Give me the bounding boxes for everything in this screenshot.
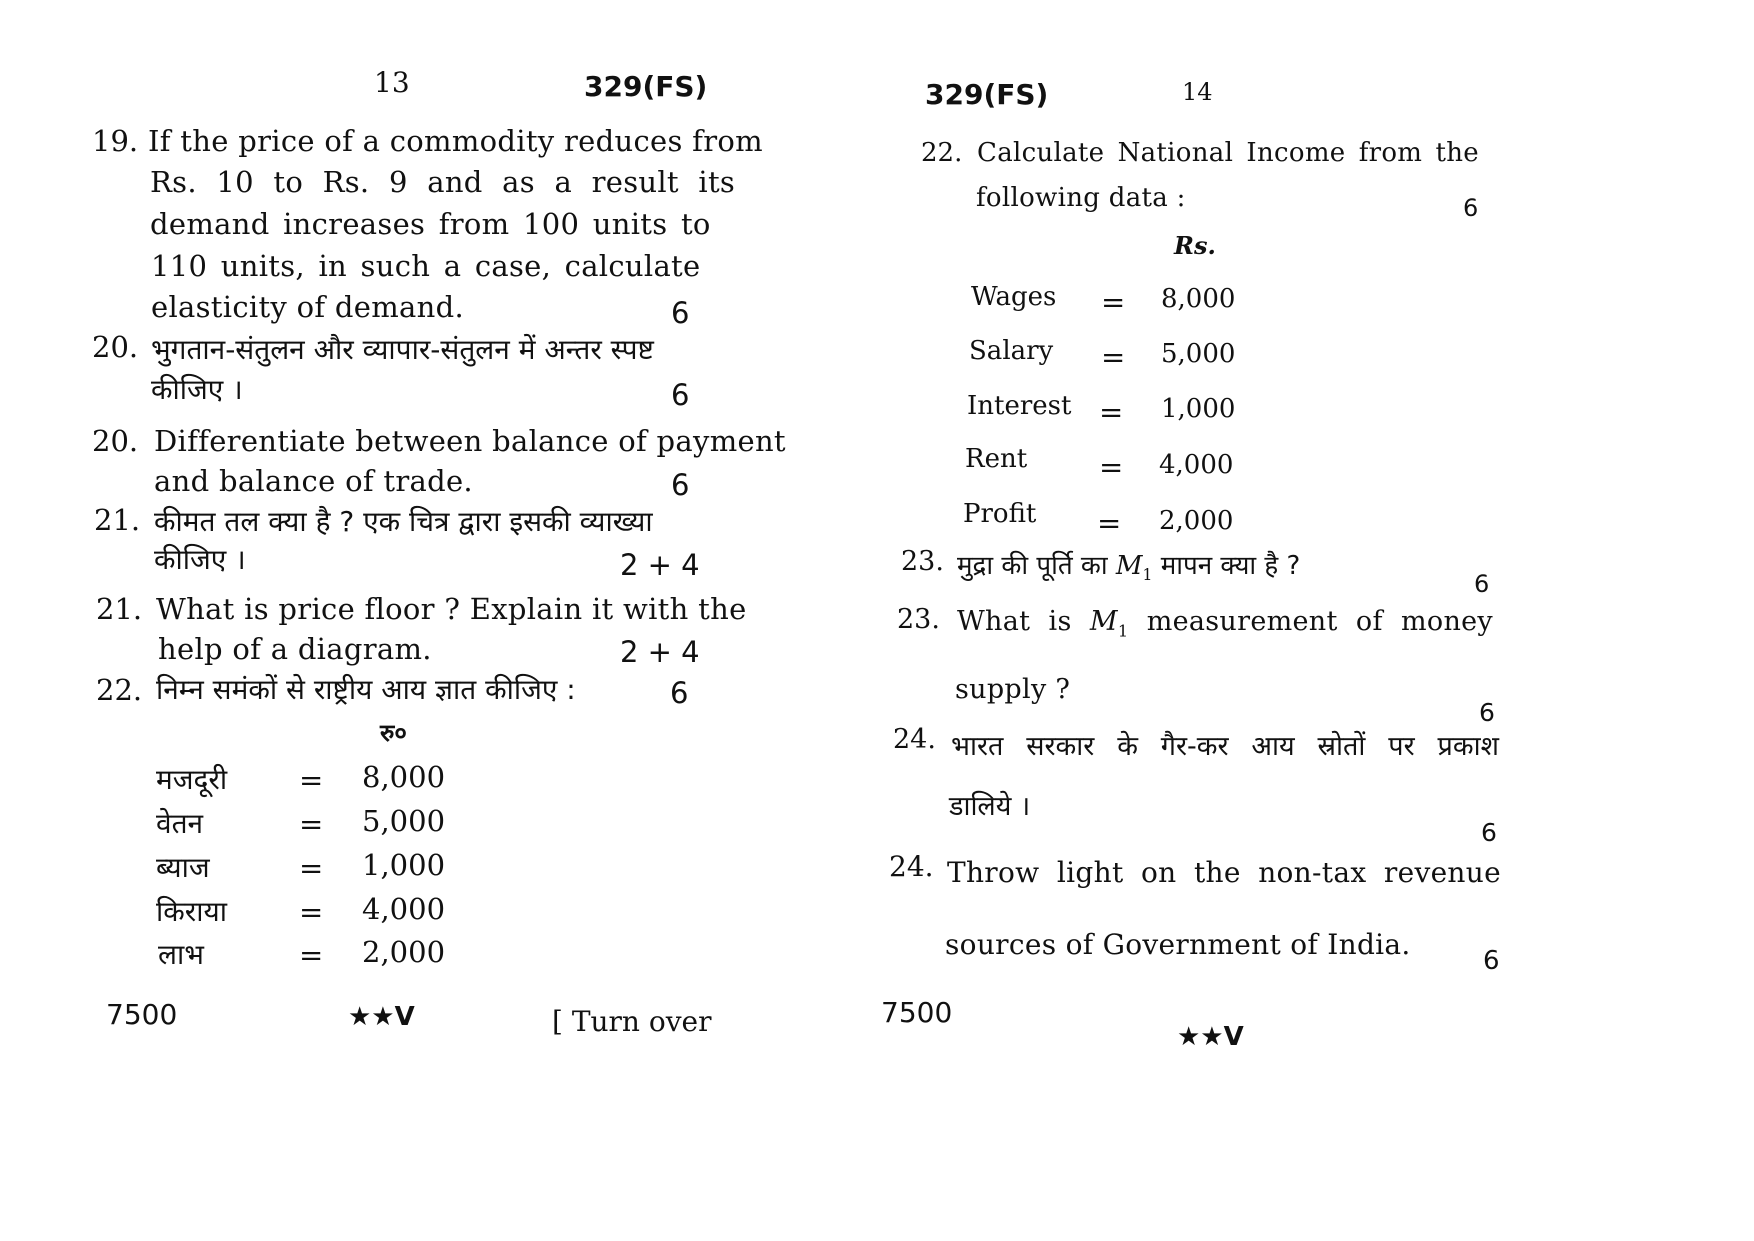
unit-label: Rs. xyxy=(1174,231,1216,260)
row-equals: = xyxy=(1101,340,1126,374)
copy-count: 7500 xyxy=(106,998,178,1031)
question-number: 20. xyxy=(92,424,139,458)
question-line: elasticity of demand. xyxy=(151,290,464,324)
row-label: वेतन xyxy=(156,807,204,840)
row-equals: = xyxy=(299,895,324,929)
row-value: 4,000 xyxy=(1159,450,1234,480)
question-line: following data : xyxy=(976,183,1186,213)
question-line: help of a diagram. xyxy=(158,632,432,666)
question-line: supply ? xyxy=(955,674,1071,705)
page-number: 14 xyxy=(1182,78,1213,106)
question-line: कीजिए । xyxy=(151,373,243,406)
question-line: 110 units, in such a case, calculate xyxy=(151,249,701,283)
question-number: 23. xyxy=(897,604,940,635)
question-line: Throw light on the non-tax revenue xyxy=(947,856,1501,889)
stars-mark: ★★V xyxy=(348,1002,415,1032)
row-equals: = xyxy=(299,807,324,841)
row-value: 2,000 xyxy=(362,935,446,969)
question-number: 19. xyxy=(92,124,139,158)
question-number: 24. xyxy=(889,850,934,883)
marks: 6 xyxy=(1481,818,1497,847)
row-label: Interest xyxy=(967,391,1072,421)
page-number: 13 xyxy=(374,66,410,99)
question-line: डालिये । xyxy=(949,791,1031,822)
row-equals: = xyxy=(1099,395,1124,429)
row-label: लाभ xyxy=(158,938,204,971)
question-line: What is $M_1$ measurement of money xyxy=(957,606,1493,641)
marks: 6 xyxy=(1463,194,1479,222)
row-equals: = xyxy=(299,851,324,885)
question-number: 22. xyxy=(96,673,143,707)
row-equals: = xyxy=(1101,285,1126,319)
question-line: भुगतान-संतुलन और व्यापार-संतुलन में अन्तर स्पष्ट xyxy=(151,333,654,366)
question-line: and balance of trade. xyxy=(154,464,473,498)
question-number: 22. xyxy=(921,138,963,168)
row-equals: = xyxy=(299,938,324,972)
row-value: 8,000 xyxy=(362,760,446,794)
row-label: ब्याज xyxy=(156,851,210,884)
question-line: If the price of a commodity reduces from xyxy=(148,124,763,158)
question-line: Differentiate between balance of payment xyxy=(154,424,786,458)
question-number: 21. xyxy=(96,592,143,626)
m1-symbol: $M_1$ xyxy=(1089,606,1129,641)
row-label: Profit xyxy=(963,499,1037,529)
question-line: What is price floor ? Explain it with the xyxy=(156,592,747,626)
row-value: 1,000 xyxy=(362,848,446,882)
row-value: 8,000 xyxy=(1161,284,1236,314)
question-number: 21. xyxy=(94,503,141,537)
marks: 2 + 4 xyxy=(620,548,700,582)
marks: 6 xyxy=(671,296,690,330)
right-page xyxy=(877,0,1754,1241)
paper-code: 329(FS) xyxy=(584,70,708,103)
marks: 6 xyxy=(1479,698,1495,727)
row-label: Salary xyxy=(969,336,1054,366)
stars-mark: ★★V xyxy=(1177,1022,1244,1052)
marks: 6 xyxy=(1474,570,1490,598)
row-value: 5,000 xyxy=(1161,339,1236,369)
row-equals: = xyxy=(1097,506,1122,540)
marks: 6 xyxy=(671,468,690,502)
question-line: भारत सरकार के गैर-कर आय स्रोतों पर प्रकाश xyxy=(951,731,1499,762)
marks: 2 + 4 xyxy=(620,635,700,669)
marks: 6 xyxy=(670,676,689,710)
paper-code: 329(FS) xyxy=(925,78,1049,111)
question-line: Calculate National Income from the xyxy=(977,138,1479,168)
turn-over: [ Turn over xyxy=(552,1005,712,1038)
row-value: 2,000 xyxy=(1159,506,1234,536)
row-label: किराया xyxy=(156,895,227,928)
row-label: Rent xyxy=(965,444,1028,474)
row-value: 5,000 xyxy=(362,804,446,838)
copy-count: 7500 xyxy=(881,996,953,1029)
row-label: Wages xyxy=(971,282,1057,312)
marks: 6 xyxy=(671,378,690,412)
question-line: demand increases from 100 units to xyxy=(150,207,711,241)
m1-symbol: $M_1$ xyxy=(1115,551,1153,585)
question-number: 20. xyxy=(92,330,139,364)
question-number: 23. xyxy=(901,546,944,577)
row-label: मजदूरी xyxy=(156,763,228,796)
marks: 6 xyxy=(1483,946,1500,976)
question-line: Rs. 10 to Rs. 9 and as a result its xyxy=(150,165,736,199)
row-equals: = xyxy=(299,763,324,797)
question-line: मुद्रा की पूर्ति का $M_1$ मापन क्या है ? xyxy=(957,551,1301,585)
row-value: 1,000 xyxy=(1161,394,1236,424)
row-value: 4,000 xyxy=(362,892,446,926)
row-equals: = xyxy=(1099,450,1124,484)
question-line: कीमत तल क्या है ? एक चित्र द्वारा इसकी व्याख्या xyxy=(154,505,653,538)
question-number: 24. xyxy=(893,724,936,755)
unit-label: रु० xyxy=(380,719,407,747)
question-line: कीजिए । xyxy=(154,543,246,576)
question-line: sources of Government of India. xyxy=(945,928,1411,961)
question-line: निम्न समंकों से राष्ट्रीय आय ज्ञात कीजिए : xyxy=(156,673,576,706)
